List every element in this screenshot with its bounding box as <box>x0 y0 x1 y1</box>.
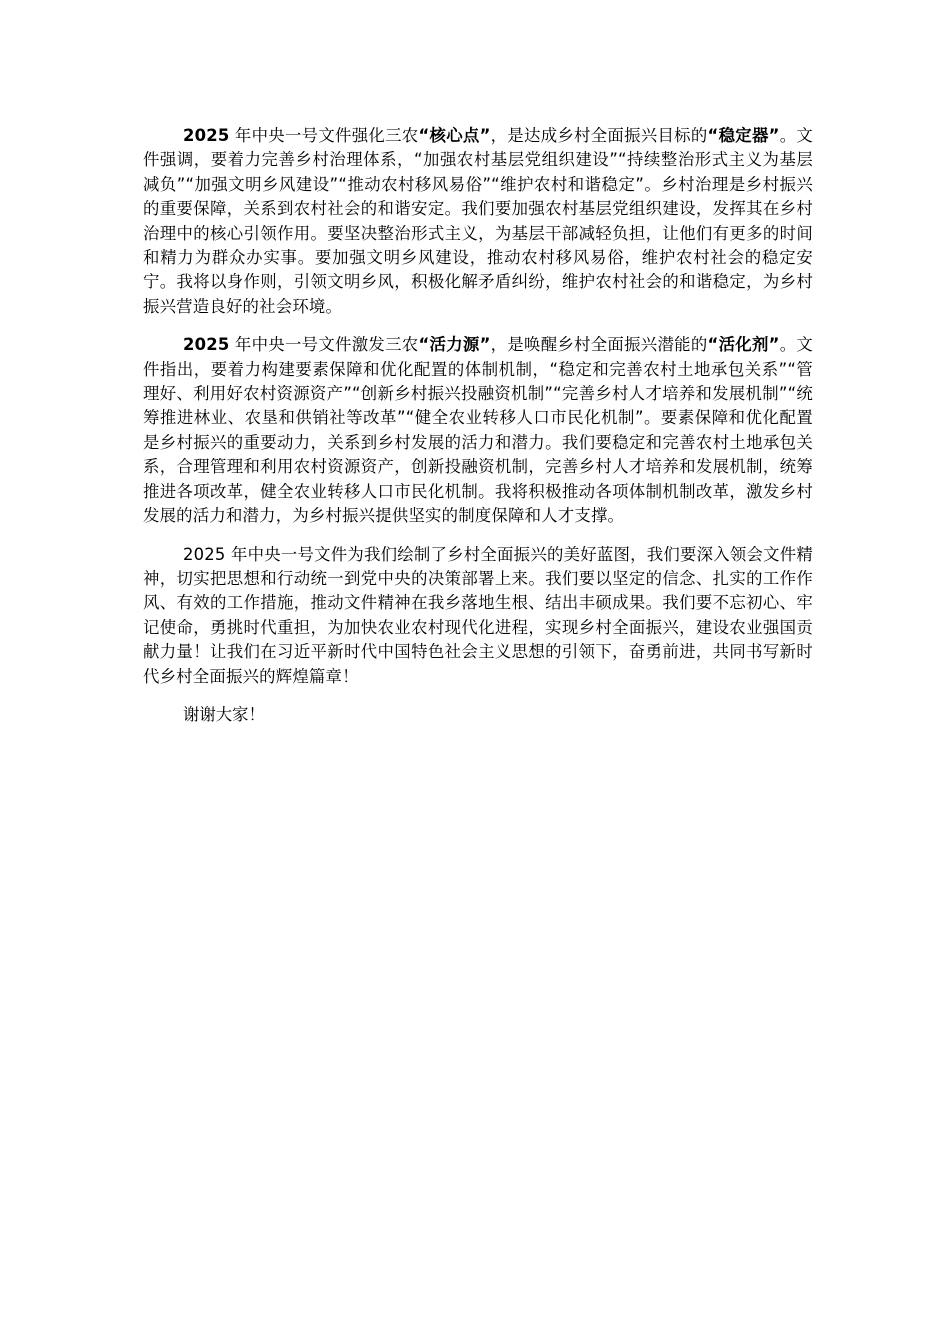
paragraph-keyword: “活力源” <box>418 335 491 355</box>
paragraph-body: 。文件强调，要着力完善乡村治理体系，“加强农村基层党组织建设”“持续整治形式主义为基层减负”“加强文明乡风建设”“推动农村移风易俗”“维护农村和谐稳定”。乡村治理是乡村振兴的重要保障，关系到农村社会的和谐安定。我们要加强农村基层党组织建设，发挥其在乡村治理中的核心引领作用。要坚决整治形式主义，为基层干部减轻负担，让他们有更多的时间和精力为群众办实事。要加强文明乡风建设，推动农村移风易俗，维护农村社会的稳定安宁。我将以身作则，引领文明乡风，积极化解矛盾纠纷，维护农村社会的和谐稳定，为乡村振兴营造良好的社会环境。 <box>143 126 813 316</box>
paragraph-vitality <box>143 333 813 528</box>
paragraph-connector: ，是唤醒乡村全面振兴潜能的 <box>490 335 708 355</box>
paragraph-conclusion: 2025 年中央一号文件为我们绘制了乡村全面振兴的美好蓝图，我们要深入领会文件精神，切实把思想和行动统一到党中央的决策部署上来。我们要以坚定的信念、扎实的工作作风、有效的工作措施，推动文件精神在我乡落地生根、结出丰硕成果。我们要不忘初心、牢记使命，勇挑时代重担，为加快农业农村现代化进程，实现乡村全面振兴，建设农业强国贡献力量！让我们在习近平新时代中国特色社会主义思想的引领下，奋勇前进，共同书写新时代乡村全面振兴的辉煌篇章！ <box>143 544 813 686</box>
paragraph-keyword-2: “稳定器” <box>707 126 780 145</box>
paragraph-governance <box>143 124 813 319</box>
paragraph-keyword-2: “活化剂” <box>707 335 780 355</box>
paragraph-body: 。文件指出，要着力构建要素保障和优化配置的体制机制，“稳定和完善农村土地承包关系”“管理好、利用好农村资源资产”“创新乡村振兴投融资机制”“完善乡村人才培养和发展机制”“统筹推进林业、农垦和供销社等改革”“健全农业转移人口市民化机制”。要素保障和优化配置是乡村振兴的重要动力，关系到乡村发展的活力和潜力。我们要稳定和完善农村土地承包关系，合理管理和利用农村资源资产，创新投融资机制，完善乡村人才培养和发展机制，统筹推进各项改革，健全农业转移人口市民化机制。我将积极推动各项体制机制改革，激发乡村发展的活力和潜力，为乡村振兴提供坚实的制度保障和人才支撑。 <box>143 335 813 526</box>
paragraph-lead-text: 年中央一号文件强化三农 <box>229 126 419 145</box>
closing-thanks: 谢谢大家！ <box>183 704 265 724</box>
paragraph-lead-year: 2025 <box>183 126 230 145</box>
paragraph-lead-text: 年中央一号文件激发三农 <box>229 335 419 355</box>
paragraph-lead-year: 2025 <box>183 335 230 355</box>
paragraph-connector: ，是达成乡村全面振兴目标的 <box>490 126 708 145</box>
paragraph-keyword: “核心点” <box>418 126 491 145</box>
document-body <box>143 124 813 727</box>
